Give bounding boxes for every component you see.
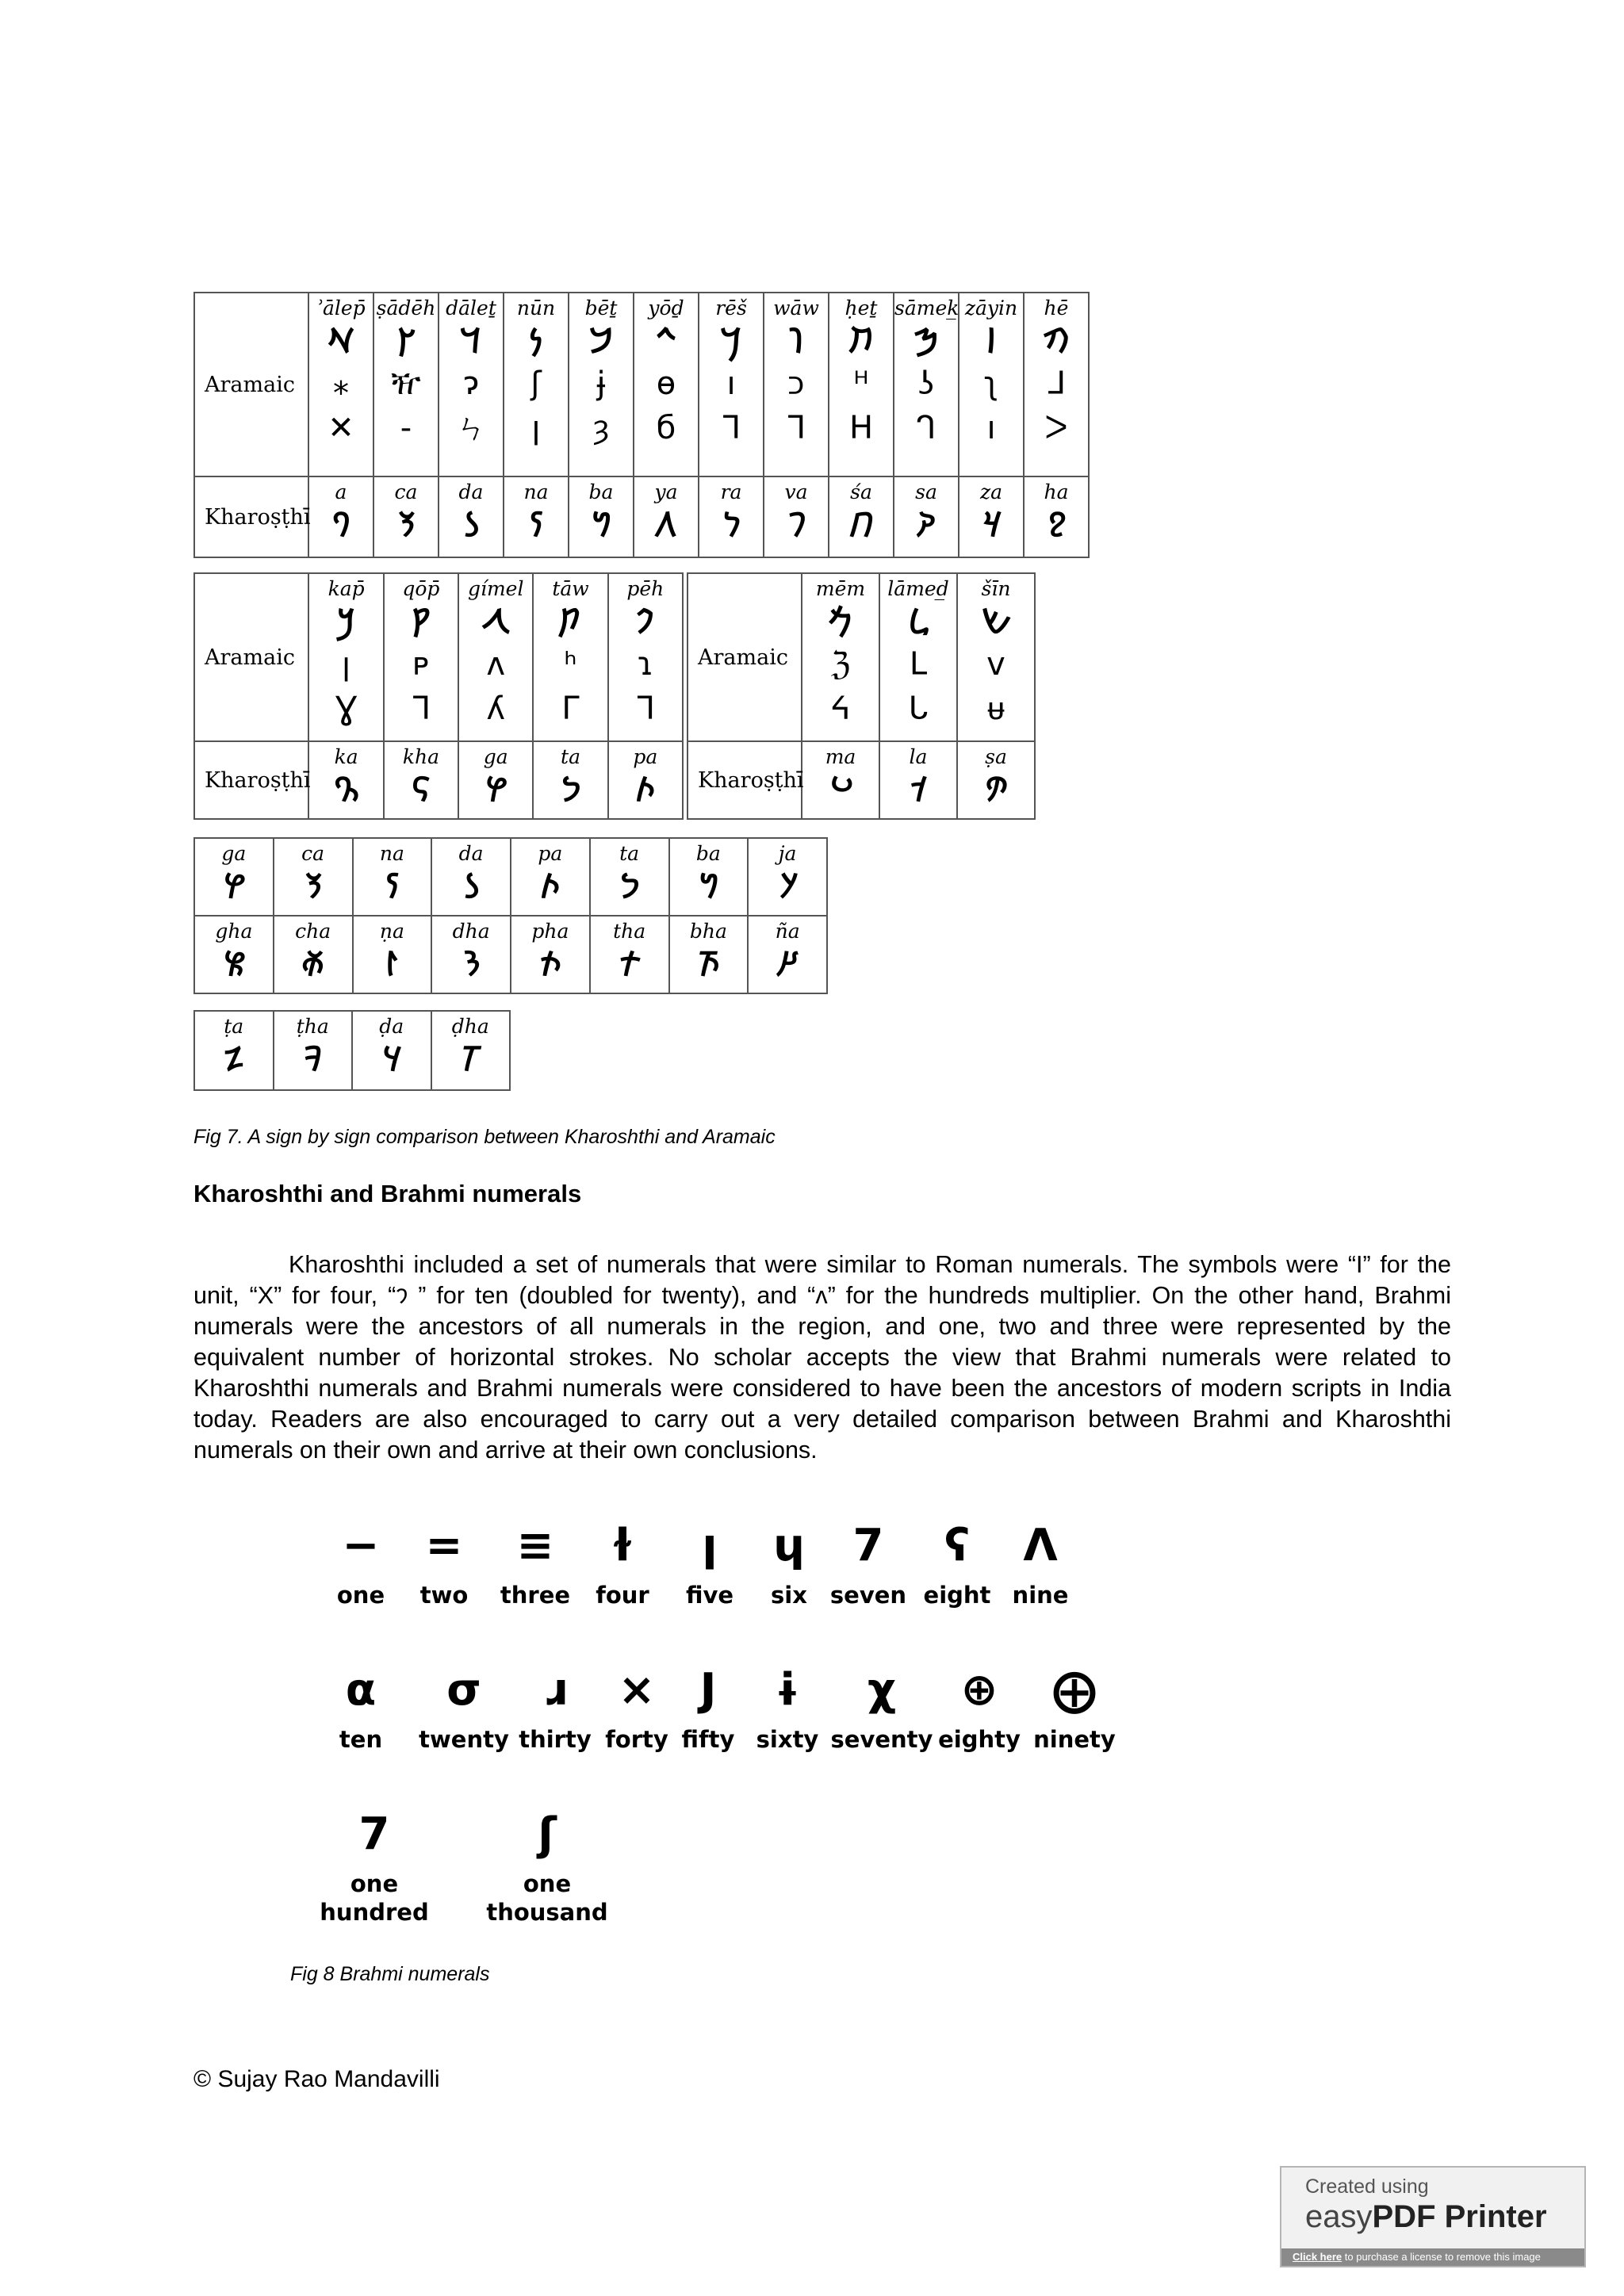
kharosthi-glyph: 𐨖 bbox=[301, 944, 325, 983]
aramaic-glyph-1: 𐡕 bbox=[560, 602, 581, 641]
kharosthi-letter-cell bbox=[669, 838, 749, 916]
kharosthi-letter-name: va bbox=[784, 480, 808, 503]
aramaic-letter-cell bbox=[879, 573, 957, 741]
aramaic-glyph-1: 𐡊 bbox=[336, 602, 356, 641]
kharosthi-letter-name: za bbox=[979, 480, 1003, 503]
kharosthi-letter-name: ṣa bbox=[985, 745, 1007, 768]
brahmi-numeral-word: seven bbox=[829, 1582, 907, 1609]
kharosthi-glyph: 𐨱 bbox=[1047, 505, 1066, 544]
kharosthi-letter-name: da bbox=[458, 480, 484, 503]
aramaic-letter-name: šīn bbox=[981, 577, 1011, 600]
aramaic-glyph-1: 𐡑 bbox=[396, 321, 416, 360]
kharosthi-letter-cell bbox=[511, 916, 590, 993]
kharosthi-glyph: 𐨩 bbox=[655, 505, 677, 544]
kharosthi-letter-name: ḍha bbox=[451, 1015, 489, 1038]
kharosthi-glyph: 𐨣 bbox=[384, 867, 400, 905]
aramaic-letter-name: pēh bbox=[626, 577, 665, 600]
kharosthi-letter-cell bbox=[764, 476, 829, 557]
aramaic-glyph-2: ɿ bbox=[637, 646, 654, 683]
kharosthi-letter-name: na bbox=[523, 480, 549, 503]
brahmi-numeral-word: ten bbox=[339, 1726, 383, 1753]
aramaic-letter-name: tāw bbox=[552, 577, 589, 600]
brahmi-numeral-symbol: ɹ bbox=[542, 1664, 568, 1716]
kharosthi-letter-name: ṭa bbox=[224, 1015, 244, 1038]
kharosthi-aspirates-table bbox=[193, 837, 828, 994]
kharosthi-letter-name: da bbox=[458, 842, 484, 865]
brahmi-numeral-symbol: ʃ bbox=[538, 1808, 557, 1860]
kharosthi-glyph: 𐨕 bbox=[396, 505, 416, 544]
kharosthi-letter-name: ma bbox=[825, 745, 856, 768]
brahmi-numeral-symbol: − bbox=[342, 1520, 380, 1571]
brahmi-numeral-word: eighty bbox=[938, 1726, 1021, 1753]
kharosthi-letter-cell bbox=[504, 476, 569, 557]
brahmi-numeral-word: four bbox=[596, 1582, 649, 1609]
aspirated-row bbox=[194, 916, 827, 993]
aramaic-glyph-3: ȝ bbox=[592, 410, 610, 446]
kharosthi-letter-cell bbox=[274, 1011, 353, 1090]
aramaic-glyph-3: ᒣ bbox=[635, 691, 656, 727]
aramaic-glyph-2: ℨ bbox=[830, 646, 851, 683]
kharosthi-glyph: 𐨫 bbox=[909, 770, 928, 809]
aramaic-kharosthi-table-1 bbox=[193, 292, 1090, 558]
aramaic-letter-cell bbox=[764, 293, 829, 476]
aramaic-glyph-1: 𐡉 bbox=[655, 321, 677, 360]
kharosthi-glyph: 𐨤 bbox=[635, 770, 655, 809]
kharosthi-letter-cell bbox=[431, 916, 511, 993]
kharosthi-letter-name: ja bbox=[778, 842, 797, 865]
kharosthi-glyph: 𐨝 bbox=[460, 1039, 481, 1078]
brahmi-numeral-one-thousand bbox=[476, 1809, 619, 1927]
body-paragraph: Kharoshthi included a set of numerals that were similar to Roman numerals. The symbols were “I” for the unit, “X” for four, “𐩄 ” for ten (doubled for twenty), and “ʌ” for the hundreds multiplier. On the other hand, Brahmi numerals were the ancestors of all numerals in the region, and one, two and three were represented by the equivalent number of horizontal strokes. No scholar accepts the view that Brahmi numerals were related to Kharoshthi numerals and Brahmi numerals were considered to have been the ancestors of modern scripts in India today. Readers are also encouraged to carry out a very detailed comparison between Brahmi and Kharoshthi numerals on their own and arrive at their own conclusions. bbox=[193, 1251, 1451, 1464]
aramaic-glyph-3: ן bbox=[531, 410, 541, 446]
aramaic-glyph-3: ✕ bbox=[327, 410, 354, 446]
kharosthi-glyph: 𐨙 bbox=[776, 944, 799, 983]
brahmi-numeral-nine bbox=[969, 1521, 1112, 1609]
aramaic-letter-cell bbox=[308, 293, 373, 476]
kharosthi-letter-cell bbox=[608, 741, 683, 819]
click-here-link[interactable]: Click here bbox=[1293, 2251, 1342, 2263]
aramaic-glyph-3: ı bbox=[986, 410, 996, 446]
aramaic-glyph-2: ᴠ bbox=[986, 646, 1005, 683]
kharosthi-letter-cell bbox=[431, 838, 511, 916]
kharosthi-letter-name: ca bbox=[394, 480, 418, 503]
brahmi-numeral-symbol: ɫ bbox=[610, 1520, 635, 1571]
kharosthi-letter-cell bbox=[569, 476, 634, 557]
kharosthi-letter-name: ḍa bbox=[379, 1015, 404, 1038]
aramaic-glyph-1: 𐡄 bbox=[1042, 321, 1071, 360]
aramaic-letter-cell bbox=[373, 293, 439, 476]
kharosthi-letter-name: ca bbox=[301, 842, 325, 865]
aramaic-glyph-3: ᒣ bbox=[411, 691, 431, 727]
kharosthi-glyph: 𐨡 bbox=[462, 867, 480, 905]
kharosthi-glyph: 𐨜 bbox=[381, 1039, 401, 1078]
row-label-kharosthi: Kharoṣṭhī bbox=[194, 741, 308, 819]
aramaic-glyph-1: 𐡃 bbox=[460, 321, 482, 360]
kharosthi-glyph: 𐨟 bbox=[560, 770, 581, 809]
brahmi-numeral-word: nine bbox=[1012, 1582, 1069, 1609]
kharosthi-letter-cell bbox=[699, 476, 764, 557]
kharosthi-glyph: 𐨣 bbox=[528, 505, 544, 544]
brahmi-numeral-ninety bbox=[1003, 1665, 1146, 1754]
kharosthi-letter-name: gha bbox=[215, 920, 253, 943]
aramaic-glyph-1: 𐡅 bbox=[789, 321, 803, 360]
kharosthi-glyph: 𐨥 bbox=[539, 944, 561, 983]
aramaic-glyph-3: ᐳ bbox=[1044, 410, 1068, 446]
kharosthi-letter-name: ña bbox=[775, 920, 800, 943]
aramaic-glyph-2: ᒧ bbox=[1046, 365, 1067, 402]
aramaic-glyph-2: ɂ bbox=[463, 365, 479, 402]
kharosthi-letter-cell bbox=[511, 838, 590, 916]
brahmi-numeral-word: five bbox=[685, 1582, 734, 1609]
aramaic-letter-name: nūn bbox=[516, 297, 556, 320]
kharosthi-glyph: 𐨤 bbox=[541, 867, 560, 905]
kharosthi-letter-cell bbox=[353, 916, 432, 993]
aramaic-glyph-2: ዥ bbox=[391, 365, 421, 402]
kharosthi-glyph: 𐨭 bbox=[848, 505, 874, 544]
fig7-caption: Fig 7. A sign by sign comparison between Kharoshthi and Aramaic bbox=[193, 1126, 776, 1148]
aramaic-glyph-2: ʃ bbox=[530, 365, 542, 402]
aramaic-letter-cell bbox=[894, 293, 959, 476]
aramaic-letter-cell bbox=[1024, 293, 1089, 476]
fig8-caption: Fig 8 Brahmi numerals bbox=[290, 1963, 490, 1985]
aramaic-glyph-2: ʅ bbox=[983, 365, 999, 402]
kharosthi-letter-cell bbox=[959, 476, 1024, 557]
kharosthi-letter-cell bbox=[308, 741, 383, 819]
kharosthi-letter-name: la bbox=[909, 745, 928, 768]
aramaic-letter-cell bbox=[504, 293, 569, 476]
kharosthi-letter-cell bbox=[590, 838, 669, 916]
section-heading: Kharoshthi and Brahmi numerals bbox=[193, 1180, 582, 1207]
kharosthi-letter-name: tha bbox=[613, 920, 646, 943]
kharosthi-glyph: 𐨀 bbox=[331, 505, 351, 544]
brahmi-numeral-word: one thousand bbox=[486, 1870, 608, 1926]
kharosthi-letter-cell bbox=[373, 476, 439, 557]
kharosthi-glyph: 𐨞 bbox=[385, 944, 400, 983]
aramaic-glyph-2: ɵ bbox=[656, 365, 676, 402]
aramaic-kharosthi-table-3 bbox=[687, 572, 1036, 820]
kharosthi-letter-name: ra bbox=[720, 480, 742, 503]
brahmi-numeral-symbol: = bbox=[425, 1520, 463, 1571]
aramaic-glyph-2: ʌ bbox=[486, 646, 506, 683]
brahmi-numeral-word: sixty bbox=[756, 1726, 819, 1753]
aramaic-letter-cell bbox=[802, 573, 879, 741]
aramaic-glyph-1: 𐡀 bbox=[327, 321, 355, 360]
kharosthi-letter-name: sa bbox=[915, 480, 937, 503]
kharosthi-glyph: 𐨰 bbox=[981, 505, 1002, 544]
kharosthi-letter-name: ga bbox=[221, 842, 247, 865]
badge-purchase-bar[interactable]: Click here to purchase a license to remove this image bbox=[1281, 2248, 1584, 2266]
kharosthi-letter-name: ta bbox=[619, 842, 640, 865]
aramaic-glyph-1: 𐡒 bbox=[410, 602, 432, 641]
kharosthi-letter-name: na bbox=[379, 842, 404, 865]
aramaic-glyph-3: ᵾ bbox=[987, 691, 1005, 727]
row-label-kharosthi: Kharoṣṭhī bbox=[688, 741, 802, 819]
kharosthi-letter-cell bbox=[879, 741, 957, 819]
aramaic-glyph-1: 𐡓 bbox=[719, 321, 743, 360]
kharosthi-glyph: 𐨐 bbox=[332, 770, 360, 809]
aramaic-letter-name: ṣādēh bbox=[376, 297, 436, 320]
aramaic-glyph-3: ᒉ bbox=[916, 410, 936, 446]
brahmi-numeral-symbol: × bbox=[618, 1664, 656, 1716]
aramaic-glyph-2: ᴴ bbox=[853, 365, 869, 402]
aramaic-letter-name: lāmed̲ bbox=[887, 577, 949, 600]
aramaic-glyph-1: 𐡎 bbox=[914, 321, 939, 360]
kharosthi-glyph: 𐨨 bbox=[829, 770, 852, 809]
brahmi-numeral-symbol: J bbox=[699, 1664, 717, 1716]
aramaic-letter-cell bbox=[957, 573, 1035, 741]
brahmi-numeral-word: three bbox=[500, 1582, 571, 1609]
aramaic-row bbox=[688, 573, 1035, 741]
aramaic-letter-cell bbox=[308, 573, 383, 741]
aramaic-glyph-3: б bbox=[656, 410, 676, 446]
kharosthi-letter-cell bbox=[829, 476, 894, 557]
brahmi-numeral-word: forty bbox=[605, 1726, 668, 1753]
brahmi-numeral-word: ninety bbox=[1033, 1726, 1116, 1753]
kharosthi-letter-name: ba bbox=[695, 842, 721, 865]
kharosthi-glyph: 𐨒 bbox=[222, 867, 246, 905]
kharosthi-row bbox=[194, 476, 1089, 557]
aramaic-letter-name: zāyin bbox=[964, 297, 1018, 320]
aramaic-letter-cell bbox=[608, 573, 683, 741]
kharosthi-letter-name: ṇa bbox=[379, 920, 404, 943]
kharosthi-letter-name: dha bbox=[452, 920, 490, 943]
kharosthi-glyph: 𐨧 bbox=[696, 944, 721, 983]
aramaic-glyph-2: ⁎ bbox=[333, 365, 349, 402]
aramaic-glyph-3: Ɣ bbox=[335, 691, 358, 727]
kharosthi-letter-cell bbox=[431, 1011, 511, 1090]
brahmi-numeral-symbol: ꞁ bbox=[702, 1520, 718, 1571]
brahmi-numeral-word: eight bbox=[923, 1582, 991, 1609]
kharosthi-letter-name: kha bbox=[402, 745, 439, 768]
brahmi-numeral-symbol: ɥ bbox=[773, 1520, 805, 1571]
aramaic-glyph-1: 𐡋 bbox=[908, 602, 929, 641]
aramaic-glyph-2: ᒪ bbox=[909, 646, 928, 683]
aramaic-glyph-1: 𐡂 bbox=[481, 602, 510, 641]
aramaic-glyph-2: ɉ bbox=[596, 365, 606, 402]
brahmi-numeral-symbol: σ bbox=[446, 1664, 481, 1716]
kharosthi-glyph: 𐨛 bbox=[302, 1039, 324, 1078]
badge-created-using: Created using bbox=[1305, 2175, 1429, 2198]
row-label-aramaic: Aramaic bbox=[194, 293, 308, 476]
aramaic-letter-cell bbox=[458, 573, 533, 741]
aramaic-glyph-3: ʎ bbox=[486, 691, 506, 727]
brahmi-numeral-word: twenty bbox=[419, 1726, 509, 1753]
kharosthi-glyph: 𐨬 bbox=[786, 505, 806, 544]
kharosthi-letter-name: ka bbox=[334, 745, 358, 768]
brahmi-numeral-word: one hundred bbox=[320, 1870, 429, 1926]
kharosthi-letter-name: ya bbox=[654, 480, 678, 503]
brahmi-numeral-one-hundred bbox=[303, 1809, 446, 1927]
kharosthi-letter-name: ga bbox=[483, 745, 508, 768]
aramaic-kharosthi-table-2 bbox=[193, 572, 684, 820]
aramaic-glyph-1: 𐡔 bbox=[980, 602, 1012, 641]
kharosthi-glyph: 𐨕 bbox=[303, 867, 323, 905]
aramaic-letter-cell bbox=[569, 293, 634, 476]
aramaic-letter-name: qōp̄ bbox=[402, 577, 440, 600]
kharosthi-glyph: 𐨯 bbox=[917, 505, 936, 544]
kharosthi-letter-cell bbox=[194, 838, 274, 916]
kharosthi-glyph: 𐨢 bbox=[462, 944, 481, 983]
brahmi-numeral-symbol: χ bbox=[867, 1664, 897, 1716]
kharosthi-letter-name: bha bbox=[689, 920, 727, 943]
aramaic-letter-name: mēm bbox=[815, 577, 866, 600]
aramaic-glyph-1: 𐡌 bbox=[829, 602, 852, 641]
kharosthi-letter-cell bbox=[802, 741, 879, 819]
aramaic-letter-cell bbox=[699, 293, 764, 476]
copyright-notice: © Sujay Rao Mandavilli bbox=[193, 2066, 440, 2092]
kharosthi-letter-cell bbox=[352, 1011, 431, 1090]
brahmi-numeral-word: seventy bbox=[830, 1726, 933, 1753]
aramaic-glyph-3: ᒥ bbox=[561, 691, 580, 727]
aramaic-glyph-2: כ bbox=[787, 365, 805, 402]
kharosthi-letter-name: śa bbox=[850, 480, 872, 503]
kharosthi-glyph: 𐨡 bbox=[462, 505, 480, 544]
brahmi-numeral-symbol: ≡ bbox=[516, 1520, 554, 1571]
row-label-aramaic: Aramaic bbox=[194, 573, 308, 741]
brahmi-numeral-symbol: ɨ bbox=[775, 1664, 800, 1716]
aramaic-letter-cell bbox=[533, 573, 607, 741]
kharosthi-letter-cell bbox=[533, 741, 607, 819]
brahmi-numeral-word: fifty bbox=[681, 1726, 735, 1753]
kharosthi-letter-cell bbox=[439, 476, 504, 557]
kharosthi-retroflex-table bbox=[193, 1010, 511, 1091]
brahmi-numeral-symbol: ⊕ bbox=[960, 1664, 998, 1716]
kharosthi-letter-cell bbox=[1024, 476, 1089, 557]
kharosthi-letter-cell bbox=[957, 741, 1035, 819]
aramaic-glyph-1: 𐡍 bbox=[528, 321, 544, 360]
kharosthi-letter-cell bbox=[748, 916, 827, 993]
kharosthi-letter-name: pha bbox=[531, 920, 569, 943]
kharosthi-letter-cell bbox=[194, 1011, 274, 1090]
aramaic-letter-name: bēṯ bbox=[584, 297, 618, 320]
aramaic-letter-cell bbox=[439, 293, 504, 476]
kharosthi-glyph: 𐨦 bbox=[698, 867, 719, 905]
brahmi-numeral-word: two bbox=[419, 1582, 469, 1609]
brahmi-numeral-symbol: ʕ bbox=[944, 1520, 971, 1571]
aramaic-glyph-3: ᕼ bbox=[848, 410, 874, 446]
unaspirated-row bbox=[194, 838, 827, 916]
kharosthi-glyph: 𐨗 bbox=[778, 867, 797, 905]
brahmi-numeral-symbol: ⨁ bbox=[1052, 1664, 1097, 1716]
kharosthi-row bbox=[194, 741, 683, 819]
kharosthi-letter-name: ta bbox=[561, 745, 580, 768]
kharosthi-letter-name: pa bbox=[633, 745, 658, 768]
aramaic-glyph-2: ꞁ bbox=[342, 646, 351, 683]
aramaic-glyph-2: ʰ bbox=[564, 646, 577, 683]
kharosthi-letter-cell bbox=[458, 741, 533, 819]
aramaic-letter-name: ḥeṯ bbox=[845, 297, 878, 320]
aramaic-letter-cell bbox=[634, 293, 699, 476]
kharosthi-letter-cell bbox=[669, 916, 749, 993]
brahmi-numeral-symbol: 7 bbox=[852, 1520, 884, 1571]
brahmi-numeral-word: thirty bbox=[519, 1726, 592, 1753]
kharosthi-glyph: 𐨒 bbox=[484, 770, 508, 809]
kharosthi-letter-cell bbox=[274, 838, 353, 916]
aramaic-glyph-3: ᒣ bbox=[721, 410, 741, 446]
kharosthi-letter-cell bbox=[194, 916, 274, 993]
kharosthi-letter-cell bbox=[353, 838, 432, 916]
aramaic-letter-name: wāw bbox=[773, 297, 819, 320]
aramaic-letter-cell bbox=[829, 293, 894, 476]
aramaic-glyph-1: 𐡁 bbox=[588, 321, 614, 360]
aramaic-glyph-1: 𐡇 bbox=[848, 321, 874, 360]
aramaic-letter-name: kap̄ bbox=[327, 577, 365, 600]
kharosthi-letter-name: a bbox=[335, 480, 347, 503]
kharosthi-glyph: 𐨪 bbox=[722, 505, 741, 544]
aramaic-glyph-3: - bbox=[400, 410, 412, 446]
aramaic-glyph-2: ı bbox=[726, 365, 736, 402]
kharosthi-glyph: 𐨦 bbox=[590, 505, 612, 544]
kharosthi-letter-cell bbox=[590, 916, 669, 993]
badge-product-name: easyPDF Printer bbox=[1305, 2199, 1547, 2234]
kharosthi-letter-name: ba bbox=[588, 480, 614, 503]
kharosthi-glyph: 𐨮 bbox=[984, 770, 1008, 809]
aramaic-letter-cell bbox=[959, 293, 1024, 476]
aramaic-glyph-1: 𐡐 bbox=[636, 602, 655, 641]
aramaic-letter-name: yōḏ bbox=[648, 297, 684, 320]
aramaic-glyph-3: ㄣ bbox=[455, 410, 487, 446]
aramaic-letter-name: rēš bbox=[715, 297, 747, 320]
aramaic-letter-name: ʾālep̄ bbox=[316, 297, 366, 320]
aramaic-letter-name: sāmek̲ bbox=[894, 297, 959, 320]
kharosthi-letter-cell bbox=[748, 838, 827, 916]
retroflex-row bbox=[194, 1011, 510, 1090]
kharosthi-letter-cell bbox=[384, 741, 458, 819]
aramaic-glyph-3: ᒣ bbox=[786, 410, 806, 446]
kharosthi-letter-name: cha bbox=[295, 920, 331, 943]
aramaic-letter-name: gímel bbox=[467, 577, 524, 600]
kharosthi-glyph: 𐨠 bbox=[619, 944, 641, 983]
kharosthi-glyph: 𐨑 bbox=[411, 770, 431, 809]
kharosthi-glyph: 𐨓 bbox=[222, 944, 246, 983]
aramaic-row bbox=[194, 573, 683, 741]
kharosthi-letter-cell bbox=[274, 916, 353, 993]
aramaic-glyph-3: ᔦ bbox=[830, 691, 851, 727]
kharosthi-letter-cell bbox=[308, 476, 373, 557]
aramaic-glyph-2: ʖ bbox=[917, 365, 935, 402]
row-label-aramaic: Aramaic bbox=[688, 573, 802, 741]
easypdf-watermark[interactable] bbox=[1280, 2166, 1586, 2267]
brahmi-numeral-symbol: ⴷ bbox=[1023, 1520, 1058, 1571]
aramaic-glyph-3: ᒐ bbox=[908, 691, 929, 727]
brahmi-numeral-word: six bbox=[771, 1582, 807, 1609]
kharosthi-letter-name: ṭha bbox=[296, 1015, 329, 1038]
aramaic-letter-cell bbox=[384, 573, 458, 741]
kharosthi-letter-cell bbox=[894, 476, 959, 557]
row-label-kharosthi: Kharoṣṭhī bbox=[194, 476, 308, 557]
kharosthi-row bbox=[688, 741, 1035, 819]
aramaic-glyph-1: 𐡆 bbox=[985, 321, 998, 360]
aramaic-glyph-2: ᴘ bbox=[412, 646, 430, 683]
brahmi-numeral-symbol: 7 bbox=[358, 1808, 390, 1860]
kharosthi-letter-name: ha bbox=[1044, 480, 1069, 503]
kharosthi-letter-cell bbox=[634, 476, 699, 557]
aramaic-row bbox=[194, 293, 1089, 476]
aramaic-letter-name: dāleṯ bbox=[446, 297, 496, 320]
kharosthi-glyph: 𐨟 bbox=[619, 867, 640, 905]
kharosthi-letter-name: pa bbox=[538, 842, 563, 865]
aramaic-letter-name: hē bbox=[1044, 297, 1069, 320]
brahmi-numeral-word: one bbox=[336, 1582, 385, 1609]
brahmi-numeral-symbol: α bbox=[345, 1664, 377, 1716]
kharosthi-glyph: 𐨚 bbox=[223, 1039, 245, 1078]
